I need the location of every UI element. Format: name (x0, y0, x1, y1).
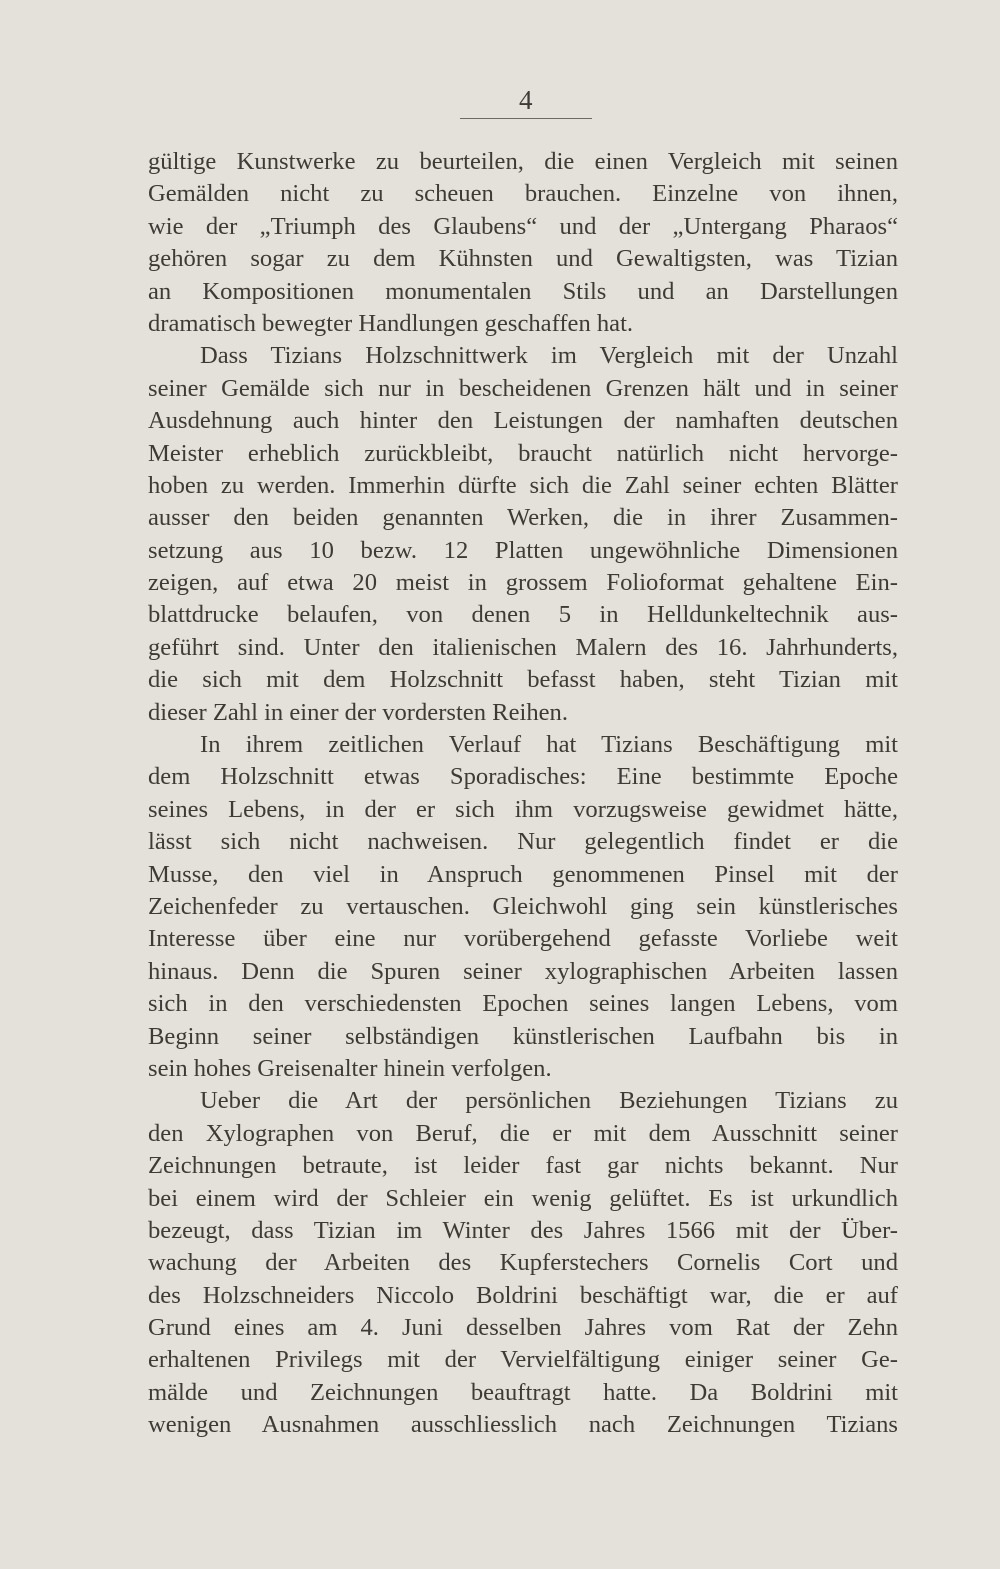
text-line: hoben zu werden. Immerhin dürfte sich die Zahl seiner echten Blätter (148, 471, 898, 499)
text-line: wenigen Ausnahmen ausschliesslich nach Zeichnungen Tizians (148, 1411, 898, 1439)
text-line: die sich mit dem Holzschnitt befasst haben, steht Tizian mit (148, 666, 898, 694)
text-line: des Holzschneiders Niccolo Boldrini beschäftigt war, die er auf (148, 1281, 898, 1309)
text-line: mälde und Zeichnungen beauftragt hatte. Da Boldrini mit (148, 1378, 898, 1406)
text-line: Interesse über eine nur vorübergehend gefasste Vorliebe weit (148, 925, 898, 953)
text-line: Zeichnungen betraute, ist leider fast gar nichts bekannt. Nur (148, 1152, 898, 1180)
text-line: wachung der Arbeiten des Kupferstechers Cornelis Cort und (148, 1249, 898, 1277)
text-line: zeigen, auf etwa 20 meist in grossem Folioformat gehaltene Ein- (148, 569, 898, 597)
text-line: seiner Gemälde sich nur in bescheidenen Grenzen hält und in seiner (148, 374, 898, 402)
text-line: Gemälden nicht zu scheuen brauchen. Einzelne von ihnen, (148, 180, 898, 208)
text-line: Musse, den viel in Anspruch genommenen Pinsel mit der (148, 860, 898, 888)
text-line: Ausdehnung auch hinter den Leistungen der namhaften deutschen (148, 407, 898, 435)
text-line: geführt sind. Unter den italienischen Malern des 16. Jahrhunderts, (148, 633, 898, 661)
text-line: sich in den verschiedensten Epochen seines langen Lebens, vom (148, 990, 898, 1018)
body-text (148, 146, 898, 1442)
text-line: seines Lebens, in der er sich ihm vorzugsweise gewidmet hätte, (148, 795, 898, 823)
text-line: Meister erheblich zurückbleibt, braucht natürlich nicht hervorge- (148, 439, 898, 467)
text-line: sein hohes Greisenalter hinein verfolgen. (148, 1054, 552, 1082)
text-line: Dass Tizians Holzschnittwerk im Vergleich mit der Unzahl (200, 342, 898, 370)
text-line: dramatisch bewegter Handlungen geschaffen hat. (148, 309, 634, 337)
text-line: Ueber die Art der persönlichen Beziehungen Tizians zu (200, 1087, 898, 1115)
text-line: setzung aus 10 bezw. 12 Platten ungewöhnliche Dimensionen (148, 536, 898, 564)
text-line: den Xylographen von Beruf, die er mit dem Ausschnitt seiner (148, 1119, 898, 1147)
text-line: an Kompositionen monumentalen Stils und an Darstellungen (148, 277, 898, 305)
text-line: gültige Kunstwerke zu beurteilen, die einen Vergleich mit seinen (148, 148, 898, 175)
text-line: wie der „Triumph des Glaubens“ und der „Untergang Pharaos“ (148, 212, 898, 240)
text-line: erhaltenen Privilegs mit der Vervielfältigung einiger seiner Ge- (148, 1346, 898, 1374)
page-number: 4 (519, 85, 533, 115)
text-line: bei einem wird der Schleier ein wenig gelüftet. Es ist urkundlich (148, 1184, 898, 1212)
text-line: dieser Zahl in einer der vordersten Reihen. (148, 698, 568, 726)
text-line: Zeichenfeder zu vertauschen. Gleichwohl ging sein künstlerisches (148, 892, 898, 920)
text-line: bezeugt, dass Tizian im Winter des Jahres 1566 mit der Über- (148, 1216, 898, 1244)
text-line: ausser den beiden genannten Werken, die in ihrer Zusammen- (148, 504, 898, 532)
text-line: dem Holzschnitt etwas Sporadisches: Eine bestimmte Epoche (148, 763, 898, 791)
page-number-rule (460, 118, 592, 119)
text-line: hinaus. Denn die Spuren seiner xylographischen Arbeiten lassen (148, 957, 898, 985)
text-line: lässt sich nicht nachweisen. Nur gelegentlich findet er die (148, 828, 898, 856)
text-line: blattdrucke belaufen, von denen 5 in Helldunkeltechnik aus- (148, 601, 898, 629)
text-line: Beginn seiner selbständigen künstlerischen Laufbahn bis in (148, 1022, 898, 1050)
text-line: In ihrem zeitlichen Verlauf hat Tizians Beschäftigung mit (200, 731, 898, 759)
text-line: Grund eines am 4. Juni desselben Jahres vom Rat der Zehn (148, 1314, 898, 1342)
text-line: gehören sogar zu dem Kühnsten und Gewaltigsten, was Tizian (148, 245, 898, 273)
